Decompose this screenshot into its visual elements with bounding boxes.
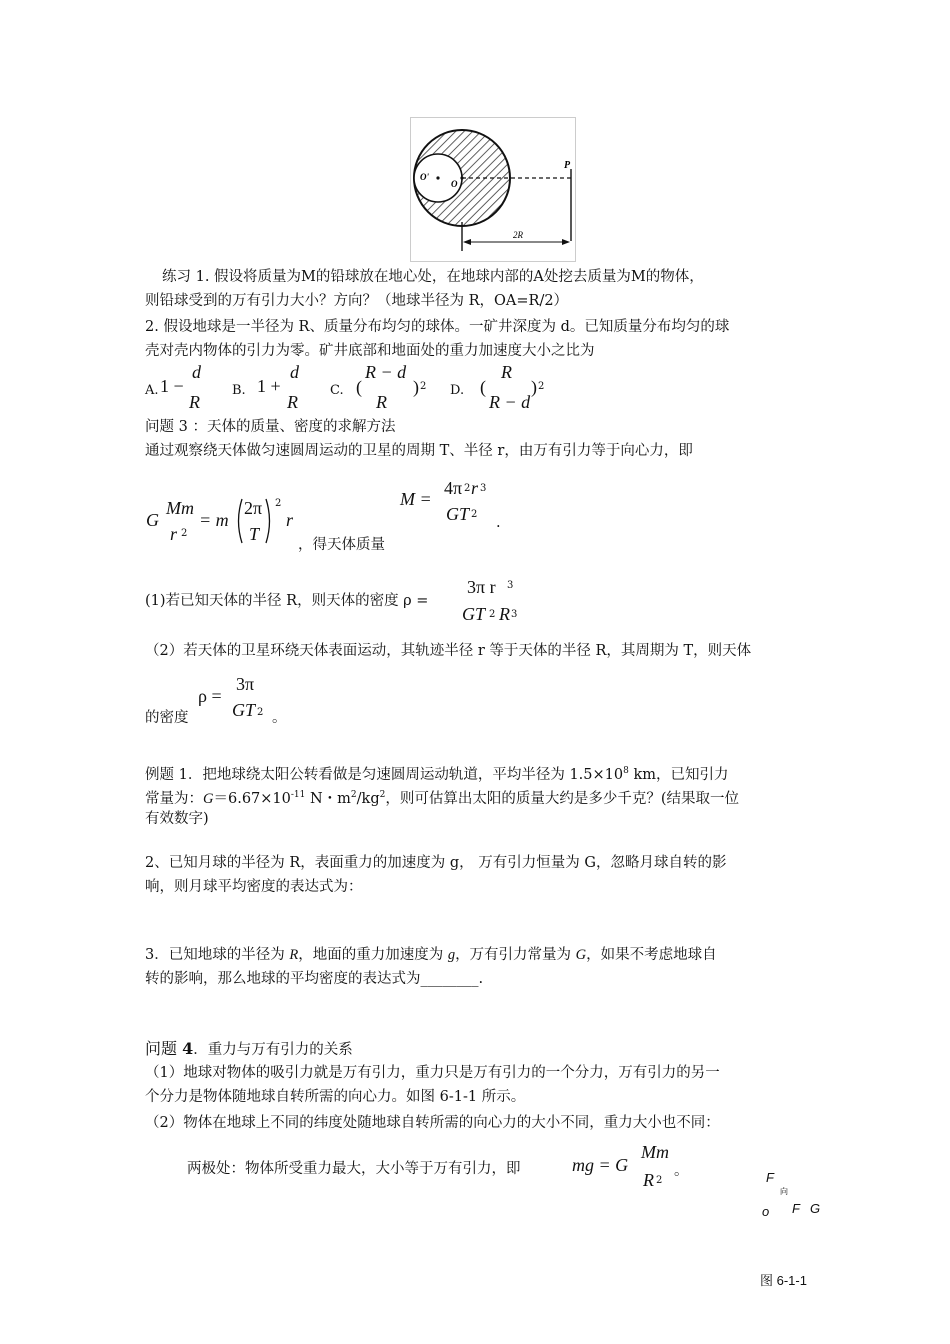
eq-paren-exp: 2 — [275, 498, 282, 509]
example2-line1: 2、已知月球的半径为 R，表面重力的加速度为 g， 万有引力恒量为 G，忽略月球自转的影 — [145, 855, 727, 871]
q4-pole-text: 两极处：物体所受重力最大，大小等于万有引力，即 — [187, 1161, 521, 1177]
fig611-G: G — [810, 1201, 821, 1216]
fig611-caption: 图 6-1-1 — [760, 1273, 807, 1288]
density1-den-b: R — [499, 604, 510, 624]
q4-pole-mg: mg = G — [572, 1155, 629, 1175]
mass-num-exp: 2 — [464, 483, 471, 494]
option-a-label: A. — [145, 383, 159, 398]
density1-num: 3π r — [467, 577, 496, 597]
example3-line2: 转的影响，那么地球的平均密度的表达式为________. — [145, 971, 484, 987]
exercise1-line1: 练习 1. 假设将质量为M的铅球放在地心处，在地球内部的A处挖去质量为M的物体， — [162, 269, 704, 285]
option-c-den: R — [376, 392, 387, 412]
eq-tail: ，得天体质量 — [298, 537, 385, 553]
example1-line1: 例题 1．把地球绕太阳公转看做是匀速圆周运动轨道，平均半径为 $1.5\times 10^8$ km，已知引力 — [145, 766, 729, 783]
eq-G: G — [146, 510, 159, 530]
density1-den-exp: 2 — [489, 609, 496, 620]
mass-M: M = — [400, 489, 432, 509]
density2-end: 。 — [272, 710, 287, 726]
fig611-F2: F — [792, 1201, 800, 1216]
option-c-label: C. — [330, 383, 344, 398]
label-o-prime: O' — [420, 172, 429, 182]
option-b-den: R — [287, 392, 298, 412]
eq-T: T — [249, 524, 260, 544]
figure-hollow-sphere — [410, 117, 576, 262]
option-c-open: ( — [356, 377, 362, 397]
eq-r: r — [286, 510, 294, 530]
eq-equals-m: = m — [199, 510, 229, 530]
option-d-close: ) — [531, 377, 537, 397]
label-p: P — [564, 160, 571, 171]
example3-line1: 3．已知地球的半径为 R，地面的重力加速度为 g，万有引力常量为 G，如果不考虑地球自 — [145, 947, 717, 963]
option-d-open: ( — [480, 377, 486, 397]
label-o: O — [451, 179, 458, 189]
hollow-sphere-diagram — [410, 117, 576, 262]
exercise2-line2: 壳对壳内物体的引力为零。矿井底部和地面处的重力加速度大小之比为 — [145, 343, 595, 359]
density2-num: 3π — [236, 674, 255, 694]
density2-text: （2）若天体的卫星环绕天体表面运动，其轨迹半径 r 等于天体的半径 R，其周期为 T，则天体 — [145, 643, 752, 659]
mass-den: GT — [446, 504, 470, 524]
q3-title: 问题 3 ：天体的质量、密度的求解方法 — [145, 419, 396, 435]
option-b-num: d — [290, 362, 299, 382]
fig611-F: F — [766, 1170, 774, 1185]
mass-num-r: r — [471, 478, 479, 498]
eq-r2: r — [170, 524, 178, 544]
density1-text: (1)若已知天体的半径 R，则天体的密度 ρ = — [145, 593, 429, 609]
mass-num-r-exp: 3 — [480, 483, 487, 494]
option-d-label: D. — [450, 383, 465, 398]
option-b-lead: 1 + — [257, 376, 281, 396]
fig611-o: o — [762, 1204, 770, 1219]
density1-num-exp: 3 — [507, 580, 514, 591]
option-a-num: d — [192, 362, 201, 382]
example1-line3: 有效数字) — [145, 811, 209, 827]
mass-period: . — [496, 515, 501, 531]
q3-intro: 通过观察绕天体做匀速圆周运动的卫星的周期 T、半径 r，由万有引力等于向心力，即 — [145, 443, 693, 459]
q4-pole-Mm: Mm — [641, 1142, 669, 1162]
exercise1-line2: 则铅球受到的万有引力大小？方向？（地球半径为 R，OA=R/2） — [145, 293, 569, 309]
fig611-xiang: 向 — [780, 1187, 788, 1196]
eq-r2-exp: 2 — [181, 528, 188, 539]
option-a-lead: 1 − — [160, 376, 184, 396]
label-2r: 2R — [513, 230, 523, 240]
q4-pole-end: 。 — [674, 1163, 689, 1179]
eq-Mm: Mm — [166, 498, 194, 518]
density2-den-exp: 2 — [257, 707, 264, 718]
q4-p2-line1: （2）物体在地球上不同的纬度处随地球自转所需的向心力的大小不同，重力大小也不同： — [145, 1115, 720, 1131]
option-c-close: ) — [413, 377, 419, 397]
q4-pole-R-exp: 2 — [656, 1175, 663, 1186]
option-a-den: R — [189, 392, 200, 412]
option-d-num: R — [501, 362, 512, 382]
option-c-sq: 2 — [420, 381, 427, 392]
mass-num: 4π — [444, 478, 463, 498]
option-d-sq: 2 — [538, 381, 545, 392]
q4-p1-line2: 个分力是物体随地球自转所需的向心力。如图 6-1-1 所示。 — [145, 1089, 526, 1105]
example1-line2: 常量为：$G=6.67\times 10^{-11}$ N・$m^2/kg^2$，则可估算出太阳的质量大约是多少千克？(结果取一位 — [145, 790, 740, 807]
density2-den: GT — [232, 700, 256, 720]
exercise2-line1: 2. 假设地球是一半径为 R、质量分布均匀的球体。一矿井深度为 d。已知质量分布均匀的球 — [145, 319, 730, 335]
density2-rho: ρ = — [198, 686, 222, 706]
mass-den-exp: 2 — [471, 509, 478, 520]
option-c-num: R − d — [365, 362, 407, 382]
option-d-den: R − d — [489, 392, 531, 412]
q4-p1-line1: （1）地球对物体的吸引力就是万有引力，重力只是万有引力的一个分力，万有引力的另一 — [145, 1065, 720, 1081]
density1-den-a: GT — [462, 604, 486, 624]
eq-2pi: 2π — [244, 498, 263, 518]
example2-line2: 响，则月球平均密度的表达式为： — [145, 879, 363, 895]
density1-den-b-exp: 3 — [511, 609, 518, 620]
q4-title: 问题 4．重力与万有引力的关系 — [145, 1039, 353, 1058]
option-b-label: B. — [232, 383, 246, 398]
density2-lead: 的密度 — [145, 710, 189, 726]
q4-pole-R: R — [643, 1170, 654, 1190]
